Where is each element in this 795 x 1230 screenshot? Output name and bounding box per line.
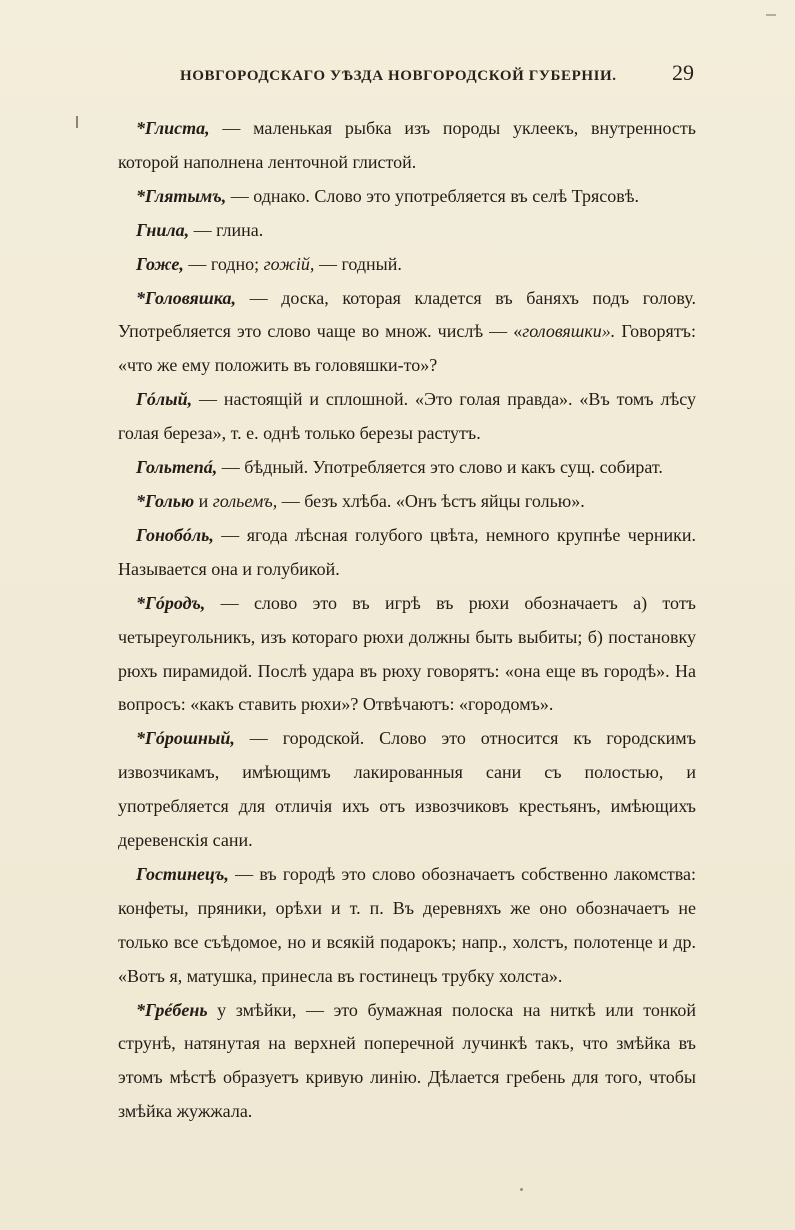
entry-definition: — слово это въ игрѣ въ рюхи обозначаетъ а) тотъ четыреугольникъ, изъ котораго рюхи должны быть выбиты; б) постановку рюхъ пирамидой. Послѣ удара въ рюху говорятъ: «она еще въ городѣ». На вопросъ: «какъ ставить рюхи»? Отвѣчаютъ: «городомъ». <box>118 592 696 715</box>
paper-speck <box>520 1188 523 1191</box>
entry <box>118 112 696 180</box>
entry-headword: *Глятымъ, <box>136 185 227 206</box>
entry <box>118 858 696 994</box>
entry-definition: — настоящій и сплошной. «Это голая правда». «Въ томъ лѣсу голая береза», т. е. однѣ только березы растутъ. <box>118 389 696 444</box>
entry <box>118 587 696 723</box>
entry-variant: гожій, <box>263 253 315 274</box>
entry-definition: — глина. <box>189 219 264 240</box>
entry-headword: *Гóродъ, <box>136 592 206 613</box>
entry-headword: *Голью <box>136 490 195 511</box>
entry-definition-cont: — годный. <box>314 253 402 274</box>
entry-variant: головяшки». <box>522 321 616 342</box>
entry <box>118 451 696 485</box>
page-header <box>118 60 694 90</box>
page-number: 29 <box>672 60 694 85</box>
entry-definition: — годно; <box>183 253 264 274</box>
entry-definition: — доска, которая кладется въ баняхъ подъ голову. Употребляется это слово чаще во множ. числѣ — « <box>118 287 696 342</box>
entry <box>118 994 696 1130</box>
margin-mark <box>76 116 78 128</box>
entry-definition-cont: Говорятъ: «что же ему положить въ головяшки-то»? <box>118 321 696 376</box>
entry-headword: Гольтепá, <box>136 457 218 478</box>
entry-variant: гольемъ, <box>212 490 278 511</box>
corner-mark <box>766 14 776 16</box>
entry <box>118 214 696 248</box>
entry-headword: Гостинецъ, <box>136 863 229 884</box>
entry-definition: — городской. Слово это относится къ городскимъ извозчикамъ, имѣющимъ лакированныя сани съ полостью, и употребляется для отличія ихъ отъ извозчиковъ крестьянъ, имѣющихъ деревенскія сани. <box>118 728 696 851</box>
entry-headword: *Головяшка, <box>136 287 236 308</box>
entry-headword: *Грéбень <box>136 999 208 1020</box>
entry <box>118 248 696 282</box>
entry-headword: Гоже, <box>136 253 184 274</box>
entry-definition: — бѣдный. Употребляется это слово и какъ сущ. собират. <box>217 457 663 478</box>
entry-headword: Гонобóль, <box>136 524 214 545</box>
entry-definition: — маленькая рыбка изъ породы уклеекъ, внутренность которой наполнена ленточной глистой. <box>118 118 696 172</box>
entry-headword: *Гóрошный, <box>136 728 235 749</box>
entry <box>118 282 696 384</box>
entry-headword: Гóлый, <box>136 389 193 410</box>
entry <box>118 485 696 519</box>
entry <box>118 383 696 451</box>
entry-definition: — въ городѣ это слово обозначаетъ собственно лакомства: конфеты, пряники, орѣхи и т. п. Въ деревняхъ же оно обозначаетъ не только все съѣдомое, но и всякій подарокъ; напр., холстъ, полотенце и др. «Вотъ я, матушка, принесла въ гостинецъ трубку холста». <box>118 863 696 986</box>
entry <box>118 722 696 858</box>
entry-headword: *Глиста, <box>136 118 210 138</box>
entry-definition: — однако. Слово это употребляется въ селѣ Трясовѣ. <box>226 185 639 206</box>
dictionary-text <box>118 112 696 1129</box>
entry-headword: Гнила, <box>136 219 190 240</box>
entry <box>118 519 696 587</box>
entry-definition: и <box>194 490 213 511</box>
entry-definition: у змѣйки, — это бумажная полоска на ниткѣ или тонкой струнѣ, натянутая на верхней поперечной лучинкѣ такъ, что змѣйка въ этомъ мѣстѣ образуетъ кривую линію. Дѣлается гребень для того, чтобы змѣйка жужжала. <box>118 999 696 1122</box>
entry-definition-cont: — безъ хлѣба. «Онъ ѣстъ яйцы голью». <box>277 490 585 511</box>
running-head: НОВГОРОДСКАГО УѢЗДА НОВГОРОДСКОЙ ГУБЕРНІИ. <box>180 68 617 84</box>
entry <box>118 180 696 214</box>
entry-definition: — ягода лѣсная голубого цвѣта, немного крупнѣе черники. Называется она и голубикой. <box>118 524 696 579</box>
